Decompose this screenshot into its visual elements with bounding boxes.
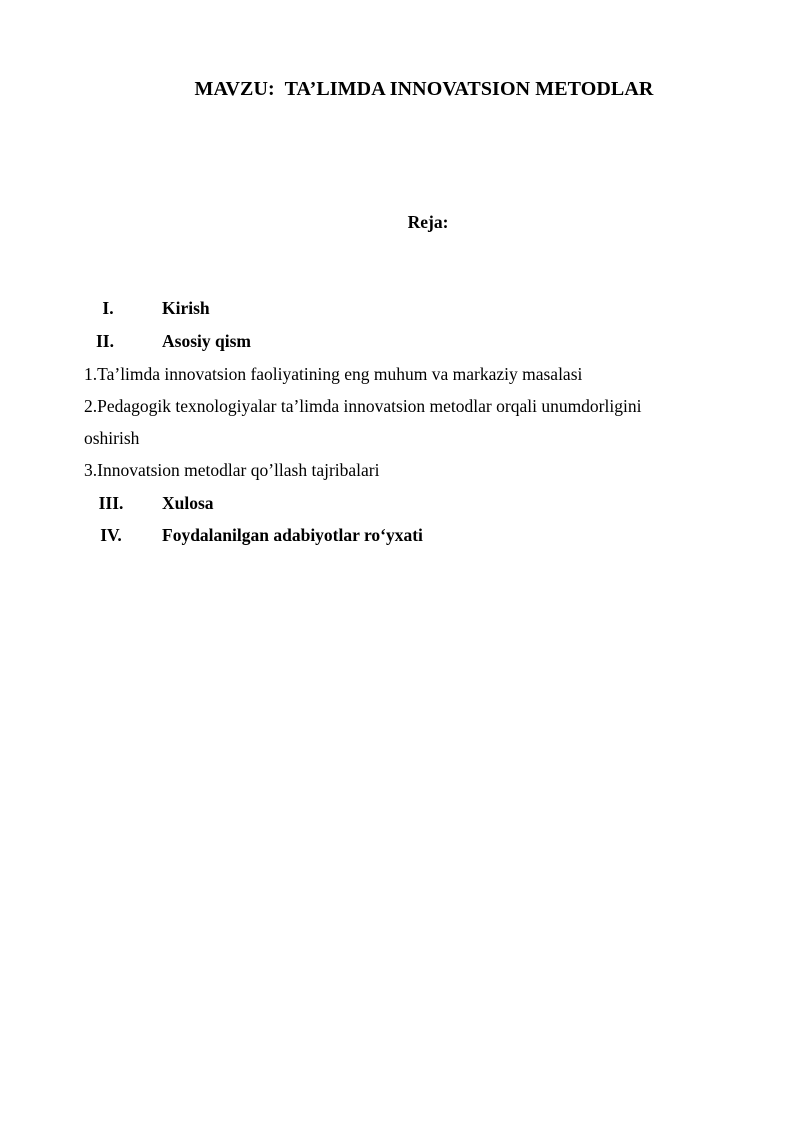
document-title: MAVZU: TA’LIMDA INNOVATSION METODLAR — [194, 78, 654, 100]
plan-heading: Reja: — [407, 212, 449, 232]
subitem-2-continuation: oshirish — [84, 428, 140, 448]
outline-numeral: IV. — [100, 525, 122, 545]
outline-numeral: III. — [98, 493, 124, 513]
subitem-1: 1.Ta’limda innovatsion faoliyatining eng muhum va markaziy masalasi — [84, 364, 583, 384]
subitem-2: 2.Pedagogik texnologiyalar ta’limda innovatsion metodlar orqali unumdorligini — [84, 396, 642, 416]
outline-label: Kirish — [162, 298, 210, 318]
outline-label: Foydalanilgan adabiyotlar ro‘yxati — [162, 525, 423, 545]
outline-numeral: II. — [96, 331, 114, 351]
outline-numeral: I. — [102, 298, 114, 318]
subitem-3: 3.Innovatsion metodlar qo’llash tajribalari — [84, 460, 380, 480]
outline-label: Asosiy qism — [162, 331, 251, 351]
outline-label: Xulosa — [162, 493, 214, 513]
